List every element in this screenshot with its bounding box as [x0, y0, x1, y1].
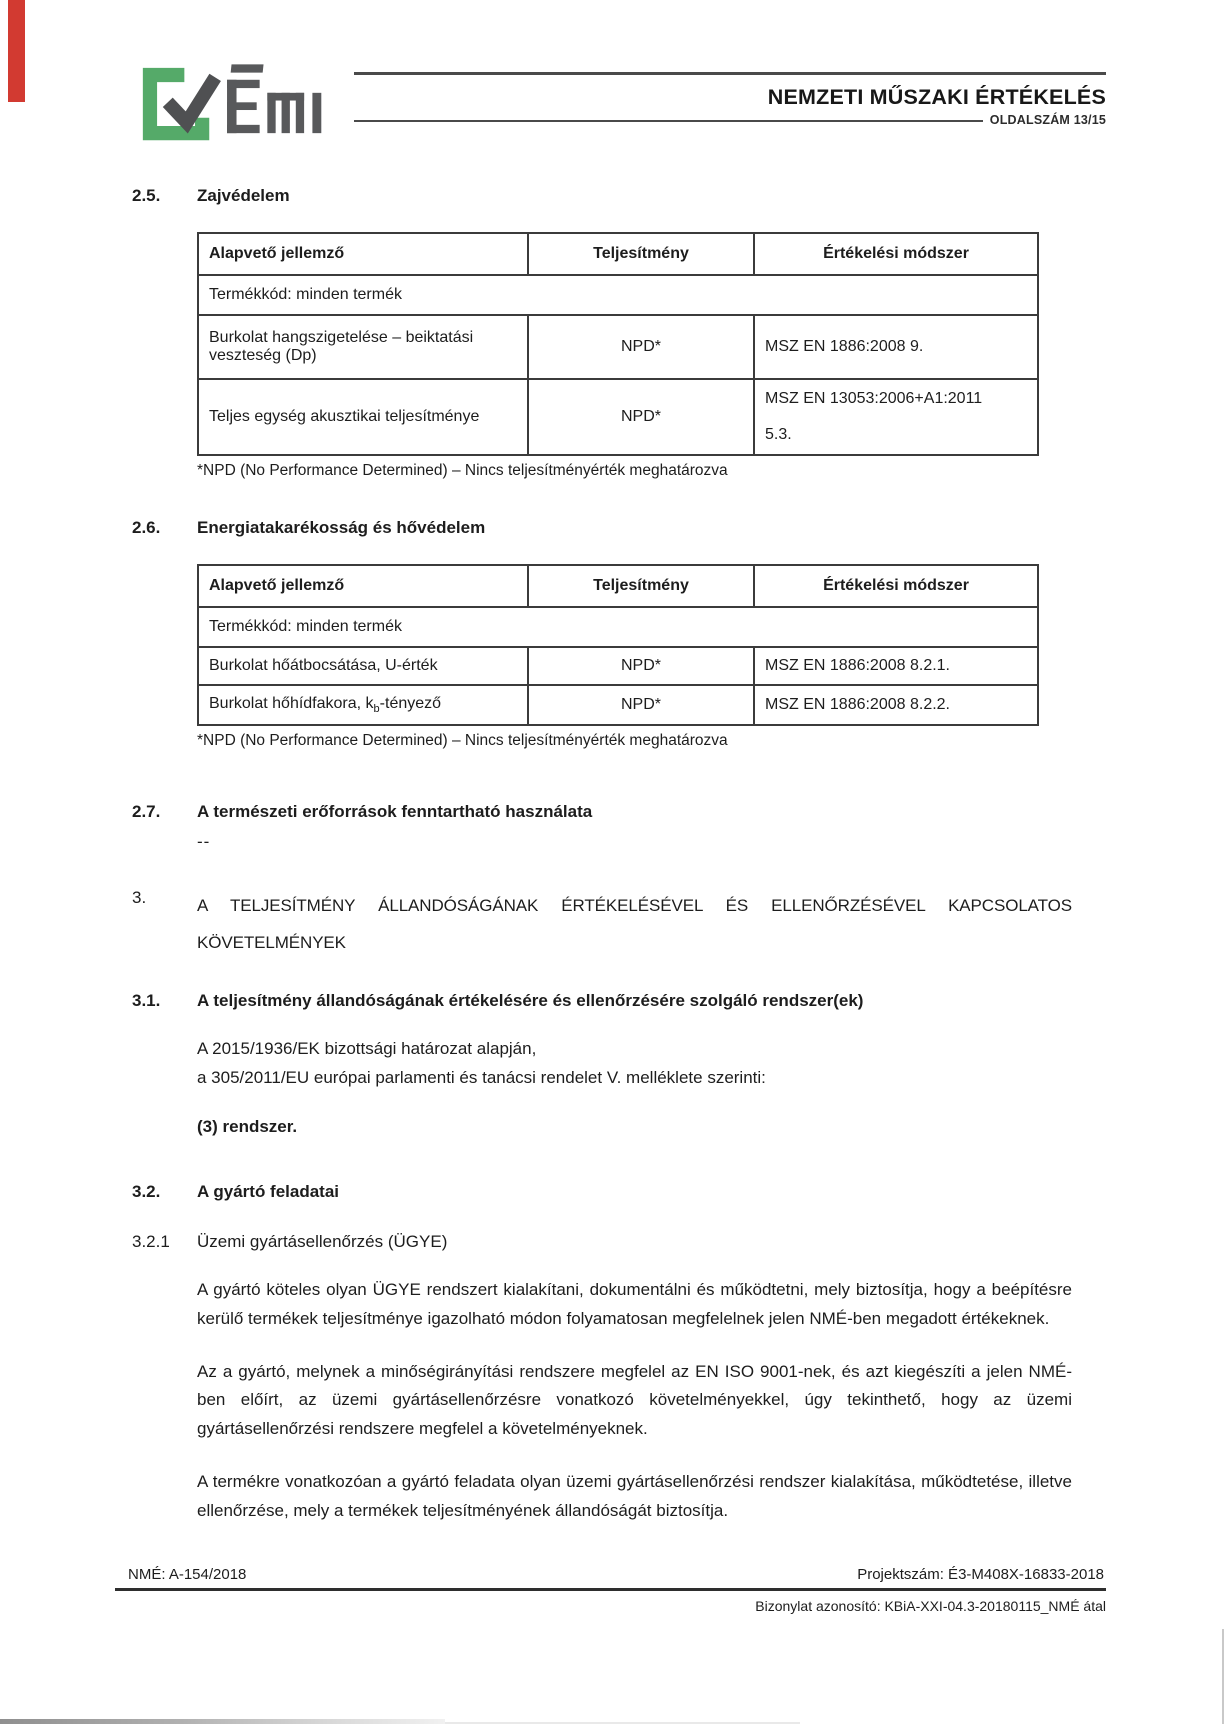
performance-cell: NPD* — [528, 647, 754, 685]
project-number: Projektszám: É3-M408X-16833-2018 — [857, 1566, 1104, 1583]
npd-footnote: *NPD (No Performance Determined) – Nincs teljesítményérték meghatározva — [197, 732, 728, 749]
table-header-cell: Értékelési módszer — [754, 565, 1038, 607]
footer-reference-row — [115, 1566, 1106, 1591]
table-row — [198, 685, 1038, 725]
section-title: A gyártó feladatai — [197, 1181, 340, 1201]
table-header-cell: Teljesítmény — [528, 233, 754, 275]
page-number-label: OLDALSZÁM 13/15 — [989, 113, 1106, 127]
system-label: (3) rendszer. — [197, 1116, 298, 1136]
table-header-cell: Teljesítmény — [528, 565, 754, 607]
section-number: 3.1. — [132, 991, 161, 1011]
section-number: 2.6. — [132, 518, 161, 537]
section-number: 3.2. — [132, 1181, 161, 1201]
table-header-cell: Alapvető jellemző — [198, 233, 528, 275]
method-cell: MSZ EN 1886:2008 9. — [754, 315, 1038, 379]
header-title-block — [354, 72, 1106, 127]
certificate-id: Bizonylat azonosító: KBiA-XXI-04.3-20180115_NMÉ átal — [755, 1598, 1106, 1614]
section-2-7 — [132, 802, 1072, 852]
section-2-5 — [132, 186, 1072, 206]
body-paragraph: Az a gyártó, melynek a minőségirányítási rendszere megfelel az EN ISO 9001-nek, és azt kiegészíti a jelen NMÉ-ben előírt, az üzemi gyártásellenőrzésre vonatkozó követelményekkel, úgy tekinthető, hogy az üzemi gyártásellenőrzési rendszere megfelel a követelményeknek. — [197, 1361, 1072, 1439]
document-title: NEMZETI MŰSZAKI ÉRTÉKELÉS — [767, 85, 1106, 109]
characteristic-cell: Burkolat hőhídfakora, $k_b$-tényező — [198, 685, 528, 725]
empty-value-dashes: -- — [197, 832, 211, 851]
method-cell: MSZ EN 1886:2008 8.2.2. — [754, 685, 1038, 725]
noise-protection-table — [197, 232, 1039, 456]
table-header-cell: Értékelési módszer — [754, 233, 1038, 275]
section-number: 3.2.1 — [132, 1231, 170, 1251]
characteristic-cell: Burkolat hőátbocsátása, U-érték — [198, 647, 528, 685]
section-2-6 — [132, 518, 1072, 538]
section-title: A TELJESÍTMÉNY ÁLLANDÓSÁGÁNAK ÉRTÉKELÉSÉVEL ÉS ELLENŐRZÉSÉVEL KAPCSOLATOS KÖVETELMÉNYEK — [197, 896, 1072, 952]
section-number: 2.5. — [132, 186, 161, 205]
performance-cell: NPD* — [528, 685, 754, 725]
method-cell: MSZ EN 1886:2008 8.2.1. — [754, 647, 1038, 685]
page-content — [132, 186, 1072, 1526]
regulation-reference-line: a 305/2011/EU európai parlamenti és tanácsi rendelet V. melléklete szerinti: — [197, 1067, 766, 1087]
section-number: 2.7. — [132, 802, 161, 821]
product-code-row: Termékkód: minden termék — [198, 275, 1038, 315]
page-header — [0, 0, 1224, 150]
body-paragraph: A gyártó köteles olyan ÜGYE rendszert kialakítani, dokumentálni és működtetni, mely biztosítja, hogy a beépítésre kerülő termékek teljesítménye igazolható módon folyamatosan megfelelnek jelen NMÉ-ben megadott értékeknek. — [197, 1279, 1072, 1328]
performance-cell: NPD* — [528, 379, 754, 455]
header-rule-top — [354, 72, 1106, 75]
section-title: Üzemi gyártásellenőrzés (ÜGYE) — [197, 1231, 448, 1251]
section-title: A teljesítmény állandóságának értékelésére és ellenőrzésére szolgáló rendszer(ek) — [197, 991, 864, 1011]
header-rule-bottom — [354, 120, 983, 122]
characteristic-cell: Burkolat hangszigetelése – beiktatási veszteség (Dp) — [198, 315, 528, 379]
table-row — [198, 647, 1038, 685]
product-code-row: Termékkód: minden termék — [198, 607, 1038, 647]
emi-logo-icon — [132, 62, 328, 145]
energy-saving-table — [197, 564, 1039, 726]
decision-reference-line: A 2015/1936/EK bizottsági határozat alapján, — [197, 1039, 537, 1059]
red-scan-artifact — [8, 0, 25, 102]
method-cell: MSZ EN 13053:2006+A1:2011 5.3. — [754, 379, 1038, 455]
table-header-cell: Alapvető jellemző — [198, 565, 528, 607]
characteristic-cell: Teljes egység akusztikai teljesítménye — [198, 379, 528, 455]
section-number: 3. — [132, 888, 147, 907]
table-row — [198, 315, 1038, 379]
scan-edge-artifact — [0, 1719, 445, 1724]
emi-logo — [132, 62, 328, 150]
section-3-2 — [132, 1182, 1072, 1202]
npd-footnote: *NPD (No Performance Determined) – Nincs teljesítményérték meghatározva — [197, 462, 728, 479]
section-3 — [132, 888, 1072, 961]
section-title: Zajvédelem — [197, 186, 290, 205]
nme-number: NMÉ: A-154/2018 — [128, 1566, 247, 1583]
table-row — [198, 379, 1038, 455]
section-3-1 — [132, 991, 1072, 1142]
page-footer — [115, 1566, 1106, 1614]
section-title: A természeti erőforrások fenntartható használata — [197, 802, 593, 821]
section-title: Energiatakarékosság és hővédelem — [197, 518, 486, 537]
body-paragraph: A termékre vonatkozóan a gyártó feladata olyan üzemi gyártásellenőrzési rendszer kialakítása, működtetése, illetve ellenőrzése, mely a termékek teljesítményének állandóságát biztosítja. — [197, 1472, 1072, 1521]
section-3-2-1 — [132, 1232, 1072, 1526]
performance-cell: NPD* — [528, 315, 754, 379]
